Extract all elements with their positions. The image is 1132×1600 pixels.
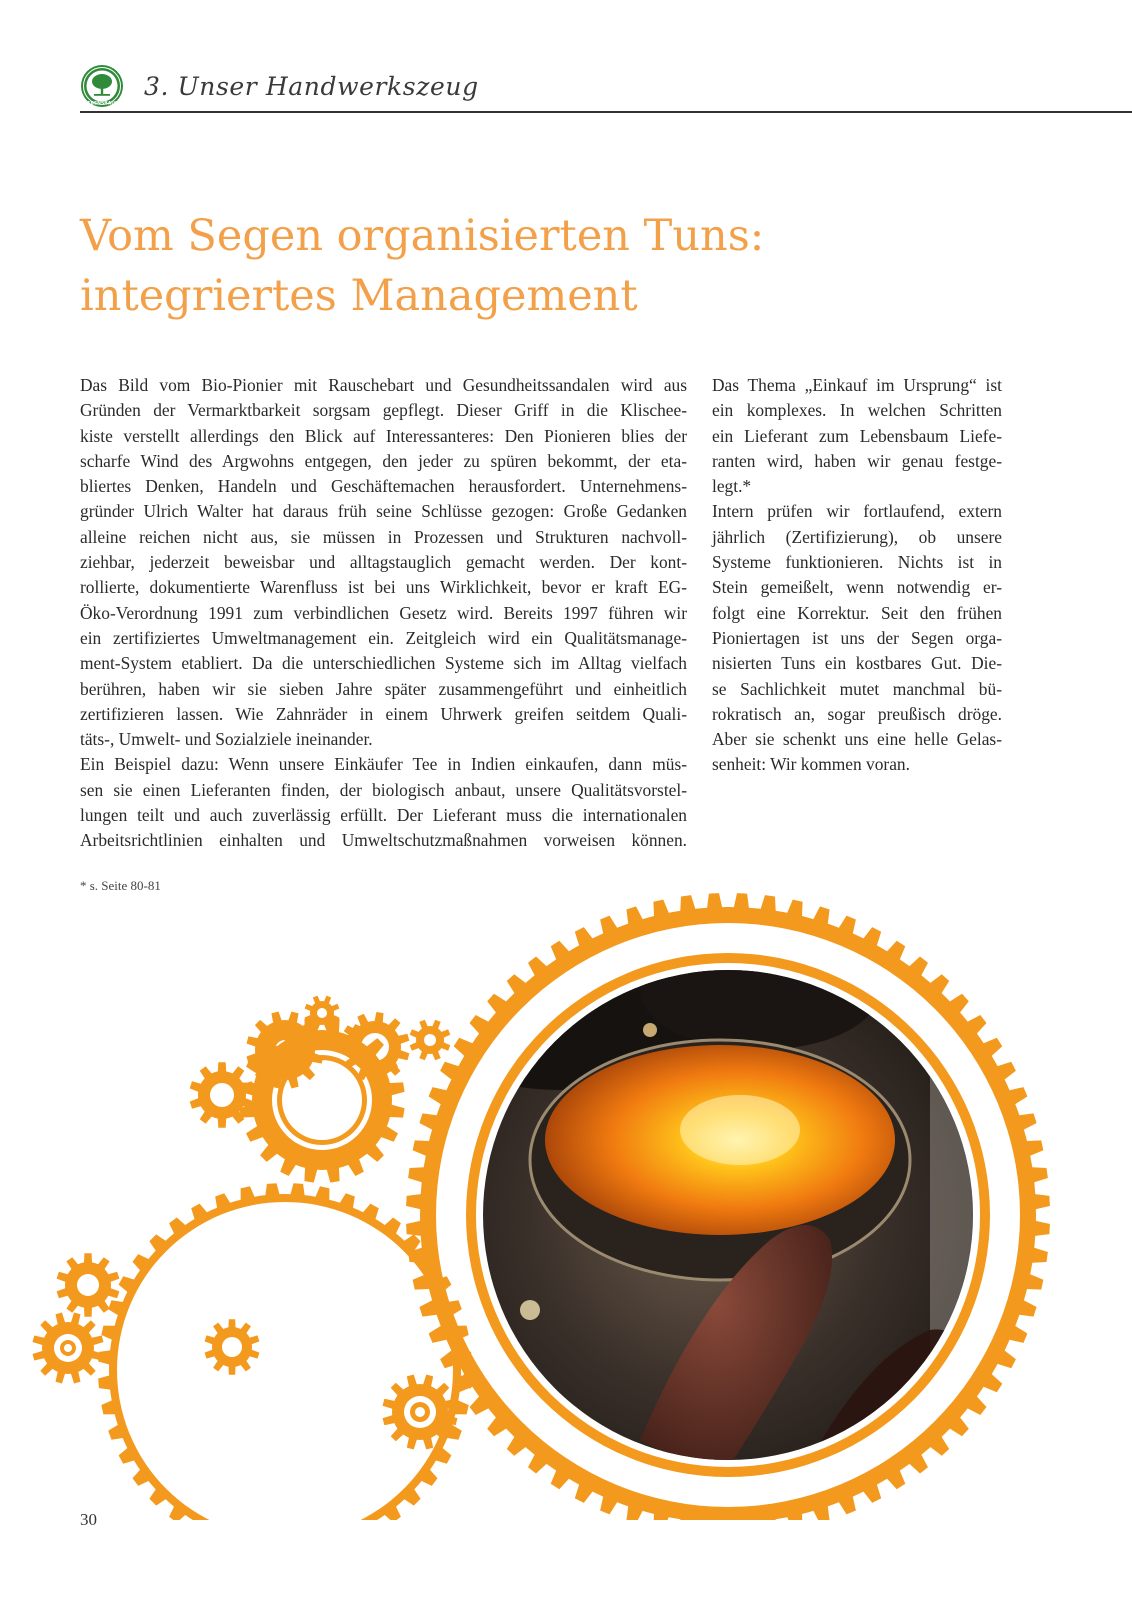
text-line: scharfe Wind des Argwohns entgegen, den jeder zu spüren bekommt, der eta- (80, 450, 687, 471)
text-line: ranten wird, haben wir genau festge- (712, 450, 1002, 471)
text-line: alleine reichen nicht aus, sie müssen in Prozessen und Strukturen nachvoll- (80, 526, 687, 547)
body-column-left (80, 373, 687, 854)
page-number: 30 (80, 1510, 97, 1529)
gear-icon (190, 1062, 255, 1128)
text-line: Stein gemeißelt, wenn notwendig er- (712, 577, 1002, 598)
text-line: se Sachlichkeit mutet manchmal bü- (712, 678, 1002, 699)
text-line: ment-System etabliert. Da die unterschiedlichen Systeme sich im Alltag vielfach (80, 653, 687, 674)
text-line: Aber sie schenkt uns eine helle Gelas- (712, 729, 1002, 750)
gear-icon (33, 1313, 104, 1384)
gear-icon (247, 1012, 324, 1089)
logo-text: LEBENSBAUM (84, 101, 120, 107)
headline (80, 206, 980, 326)
text-line: folgt eine Korrektur. Seit den frühen (712, 602, 1002, 623)
text-line: ein komplexes. In welchen Schritten (712, 400, 1002, 421)
text-line: rollierte, dokumentierte Warenfluss ist bei uns Wirklichkeit, bevor er kraft EG- (80, 577, 687, 598)
text-line: Pioniertagen ist uns der Segen orga- (712, 627, 1002, 648)
text-line: kiste verstellt allerdings den Blick auf Interessanteres: Den Pionieren blies der (80, 425, 687, 446)
paragraph-2 (80, 752, 687, 853)
text-line: Arbeitsrichtlinien einhalten und Umweltschutzmaßnahmen vorweisen können. (80, 830, 687, 851)
text-line: Das Thema „Einkauf im Ursprung“ ist (712, 375, 1002, 395)
page-header (80, 64, 1132, 112)
paragraph-3 (712, 373, 1002, 499)
text-line: gründer Ulrich Walter hat daraus früh seine Schlüsse gezogen: Große Gedanken (80, 501, 687, 522)
text-line: bliertes Denken, Handeln und Geschäftemachen herausfordert. Unternehmens- (80, 476, 687, 497)
text-line: berühren, haben wir sie sieben Jahre später zusammengeführt und einheitlich (80, 678, 687, 699)
text-line: Öko-Verordnung 1991 zum verbindlichen Gesetz wird. Bereits 1997 führen wir (80, 602, 687, 623)
lebensbaum-tree-logo-icon (80, 64, 124, 108)
text-line: sen sie einen Lieferanten finden, der biologisch anbaut, unsere Qualitätsvorstel- (80, 779, 687, 800)
text-line: Systeme funktionieren. Nichts ist in (712, 552, 1002, 573)
text-line: zertifizieren lassen. Wie Zahnräder in einem Uhrwerk greifen seitdem Quali- (80, 703, 687, 724)
paragraph-4 (712, 499, 1002, 777)
gear-icon (205, 1319, 260, 1375)
text-line: ziehbar, jederzeit beweisbar und alltagstauglich gemacht werden. Der kont- (80, 552, 687, 573)
text-line: ein zertifiziertes Umweltmanagement ein. Zeitgleich wird ein Qualitätsmanage- (80, 627, 687, 648)
text-line: rokratisch an, sogar preußisch dröge. (712, 703, 1002, 724)
header-rule (80, 111, 1132, 113)
text-line: Gründen der Vermarktbarkeit sorgsam gepflegt. Dieser Griff in die Klischee- (80, 400, 687, 421)
text-line: Ein Beispiel dazu: Wenn unsere Einkäufer Tee in Indien einkaufen, dann müs- (80, 754, 687, 775)
footnote: * s. Seite 80-81 (80, 878, 161, 893)
text-line: lungen teilt und auch zuverlässig erfüllt. Der Lieferant muss die internationalen (80, 805, 687, 826)
paragraph-1 (80, 373, 687, 752)
headline-line-2: integriertes Management (80, 271, 638, 321)
text-line: Das Bild vom Bio-Pionier mit Rauschebart und Gesundheitssandalen wird aus (80, 375, 687, 395)
gear-icon (410, 1020, 451, 1061)
text-line: ein Lieferant zum Lebensbaum Liefe- (712, 425, 1002, 446)
text-line: senheit: Wir kommen voran. (712, 754, 910, 775)
text-line: nisierten Tuns ein kostbares Gut. Die- (712, 653, 1002, 674)
gear-icon (383, 1375, 458, 1450)
text-line: jährlich (Zertifizierung), ob unsere (712, 526, 1002, 547)
text-line: Intern prüfen wir fortlaufend, extern (712, 501, 1002, 522)
text-line: täts-, Umwelt- und Sozialziele ineinander. (80, 729, 373, 750)
headline-line-1: Vom Segen organisierten Tuns: (80, 211, 765, 261)
section-title: 3. Unser Handwerkszeug (144, 72, 479, 101)
text-line: legt.* (712, 476, 752, 497)
gears-illustration-icon (0, 880, 1132, 1520)
body-column-right (712, 373, 1002, 778)
